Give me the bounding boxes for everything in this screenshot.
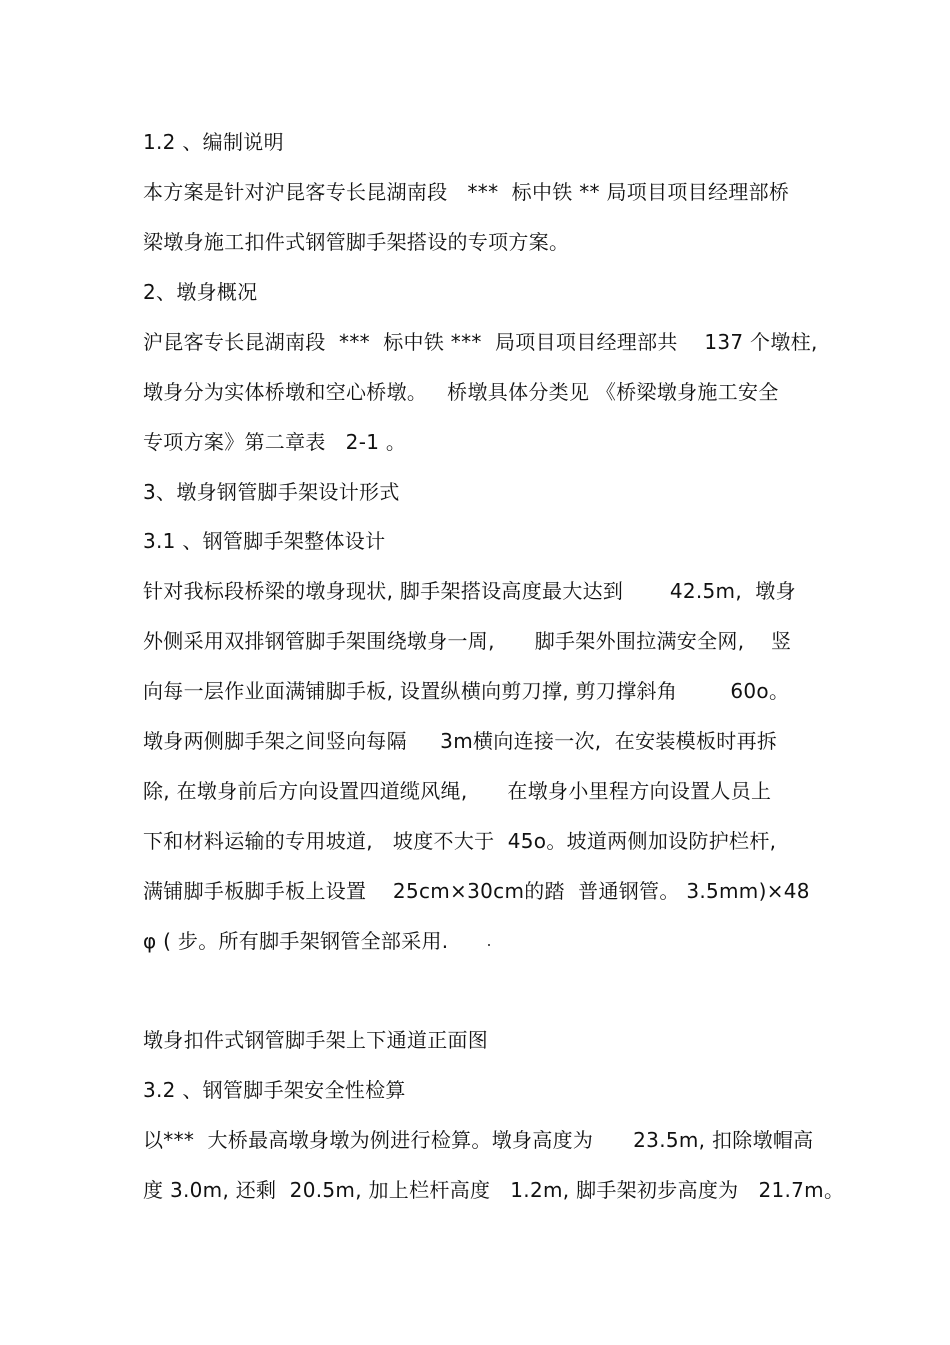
paragraph-line: 外侧采用双排钢管脚手架围绕墩身一周, 脚手架外围拉满安全网, 竖 <box>143 629 792 653</box>
paragraph-line: 向每一层作业面满铺脚手板, 设置纵横向剪刀撑, 剪刀撑斜角 60o。 <box>143 679 790 703</box>
paragraph-line: 度 3.0m, 还剩 20.5m, 加上栏杆高度 1.2m, 脚手架初步高度为 21.7m。 <box>143 1178 845 1202</box>
paragraph-line: φ ( 步。所有脚手架钢管全部采用. <box>143 929 449 953</box>
stray-mark <box>488 944 490 946</box>
figure-caption: 墩身扣件式钢管脚手架上下通道正面图 <box>143 1028 489 1052</box>
section-heading-3: 3、墩身钢管脚手架设计形式 <box>143 480 400 504</box>
section-heading-3-2: 3.2 、钢管脚手架安全性检算 <box>143 1078 406 1102</box>
paragraph-line: 针对我标段桥梁的墩身现状, 脚手架搭设高度最大达到 42.5m, 墩身 <box>143 579 796 603</box>
paragraph-line: 满铺脚手板脚手板上设置 25cm×30cm的踏 普通钢管。 3.5mm)×48 <box>143 879 810 903</box>
paragraph-line: 沪昆客专长昆湖南段 *** 标中铁 *** 局项目项目经理部共 137 个墩柱, <box>143 330 818 354</box>
paragraph-line: 下和材料运输的专用坡道, 坡度不大于 45o。坡道两侧加设防护栏杆, <box>143 829 777 853</box>
section-heading-2: 2、墩身概况 <box>143 280 258 304</box>
paragraph-line: 专项方案》第二章表 2-1 。 <box>143 430 407 454</box>
section-heading-3-1: 3.1 、钢管脚手架整体设计 <box>143 529 386 553</box>
section-heading-1-2: 1.2 、编制说明 <box>143 130 284 154</box>
paragraph-line: 墩身分为实体桥墩和空心桥墩。 桥墩具体分类见 《桥梁墩身施工安全 <box>143 380 779 404</box>
paragraph-line: 梁墩身施工扣件式钢管脚手架搭设的专项方案。 <box>143 230 570 254</box>
paragraph-line: 以*** 大桥最高墩身墩为例进行检算。墩身高度为 23.5m, 扣除墩帽高 <box>143 1128 814 1152</box>
paragraph-line: 本方案是针对沪昆客专长昆湖南段 *** 标中铁 ** 局项目项目经理部桥 <box>143 180 790 204</box>
paragraph-line: 除, 在墩身前后方向设置四道缆风绳, 在墩身小里程方向设置人员上 <box>143 779 772 803</box>
paragraph-line: 墩身两侧脚手架之间竖向每隔 3m横向连接一次, 在安装模板时再拆 <box>143 729 778 753</box>
